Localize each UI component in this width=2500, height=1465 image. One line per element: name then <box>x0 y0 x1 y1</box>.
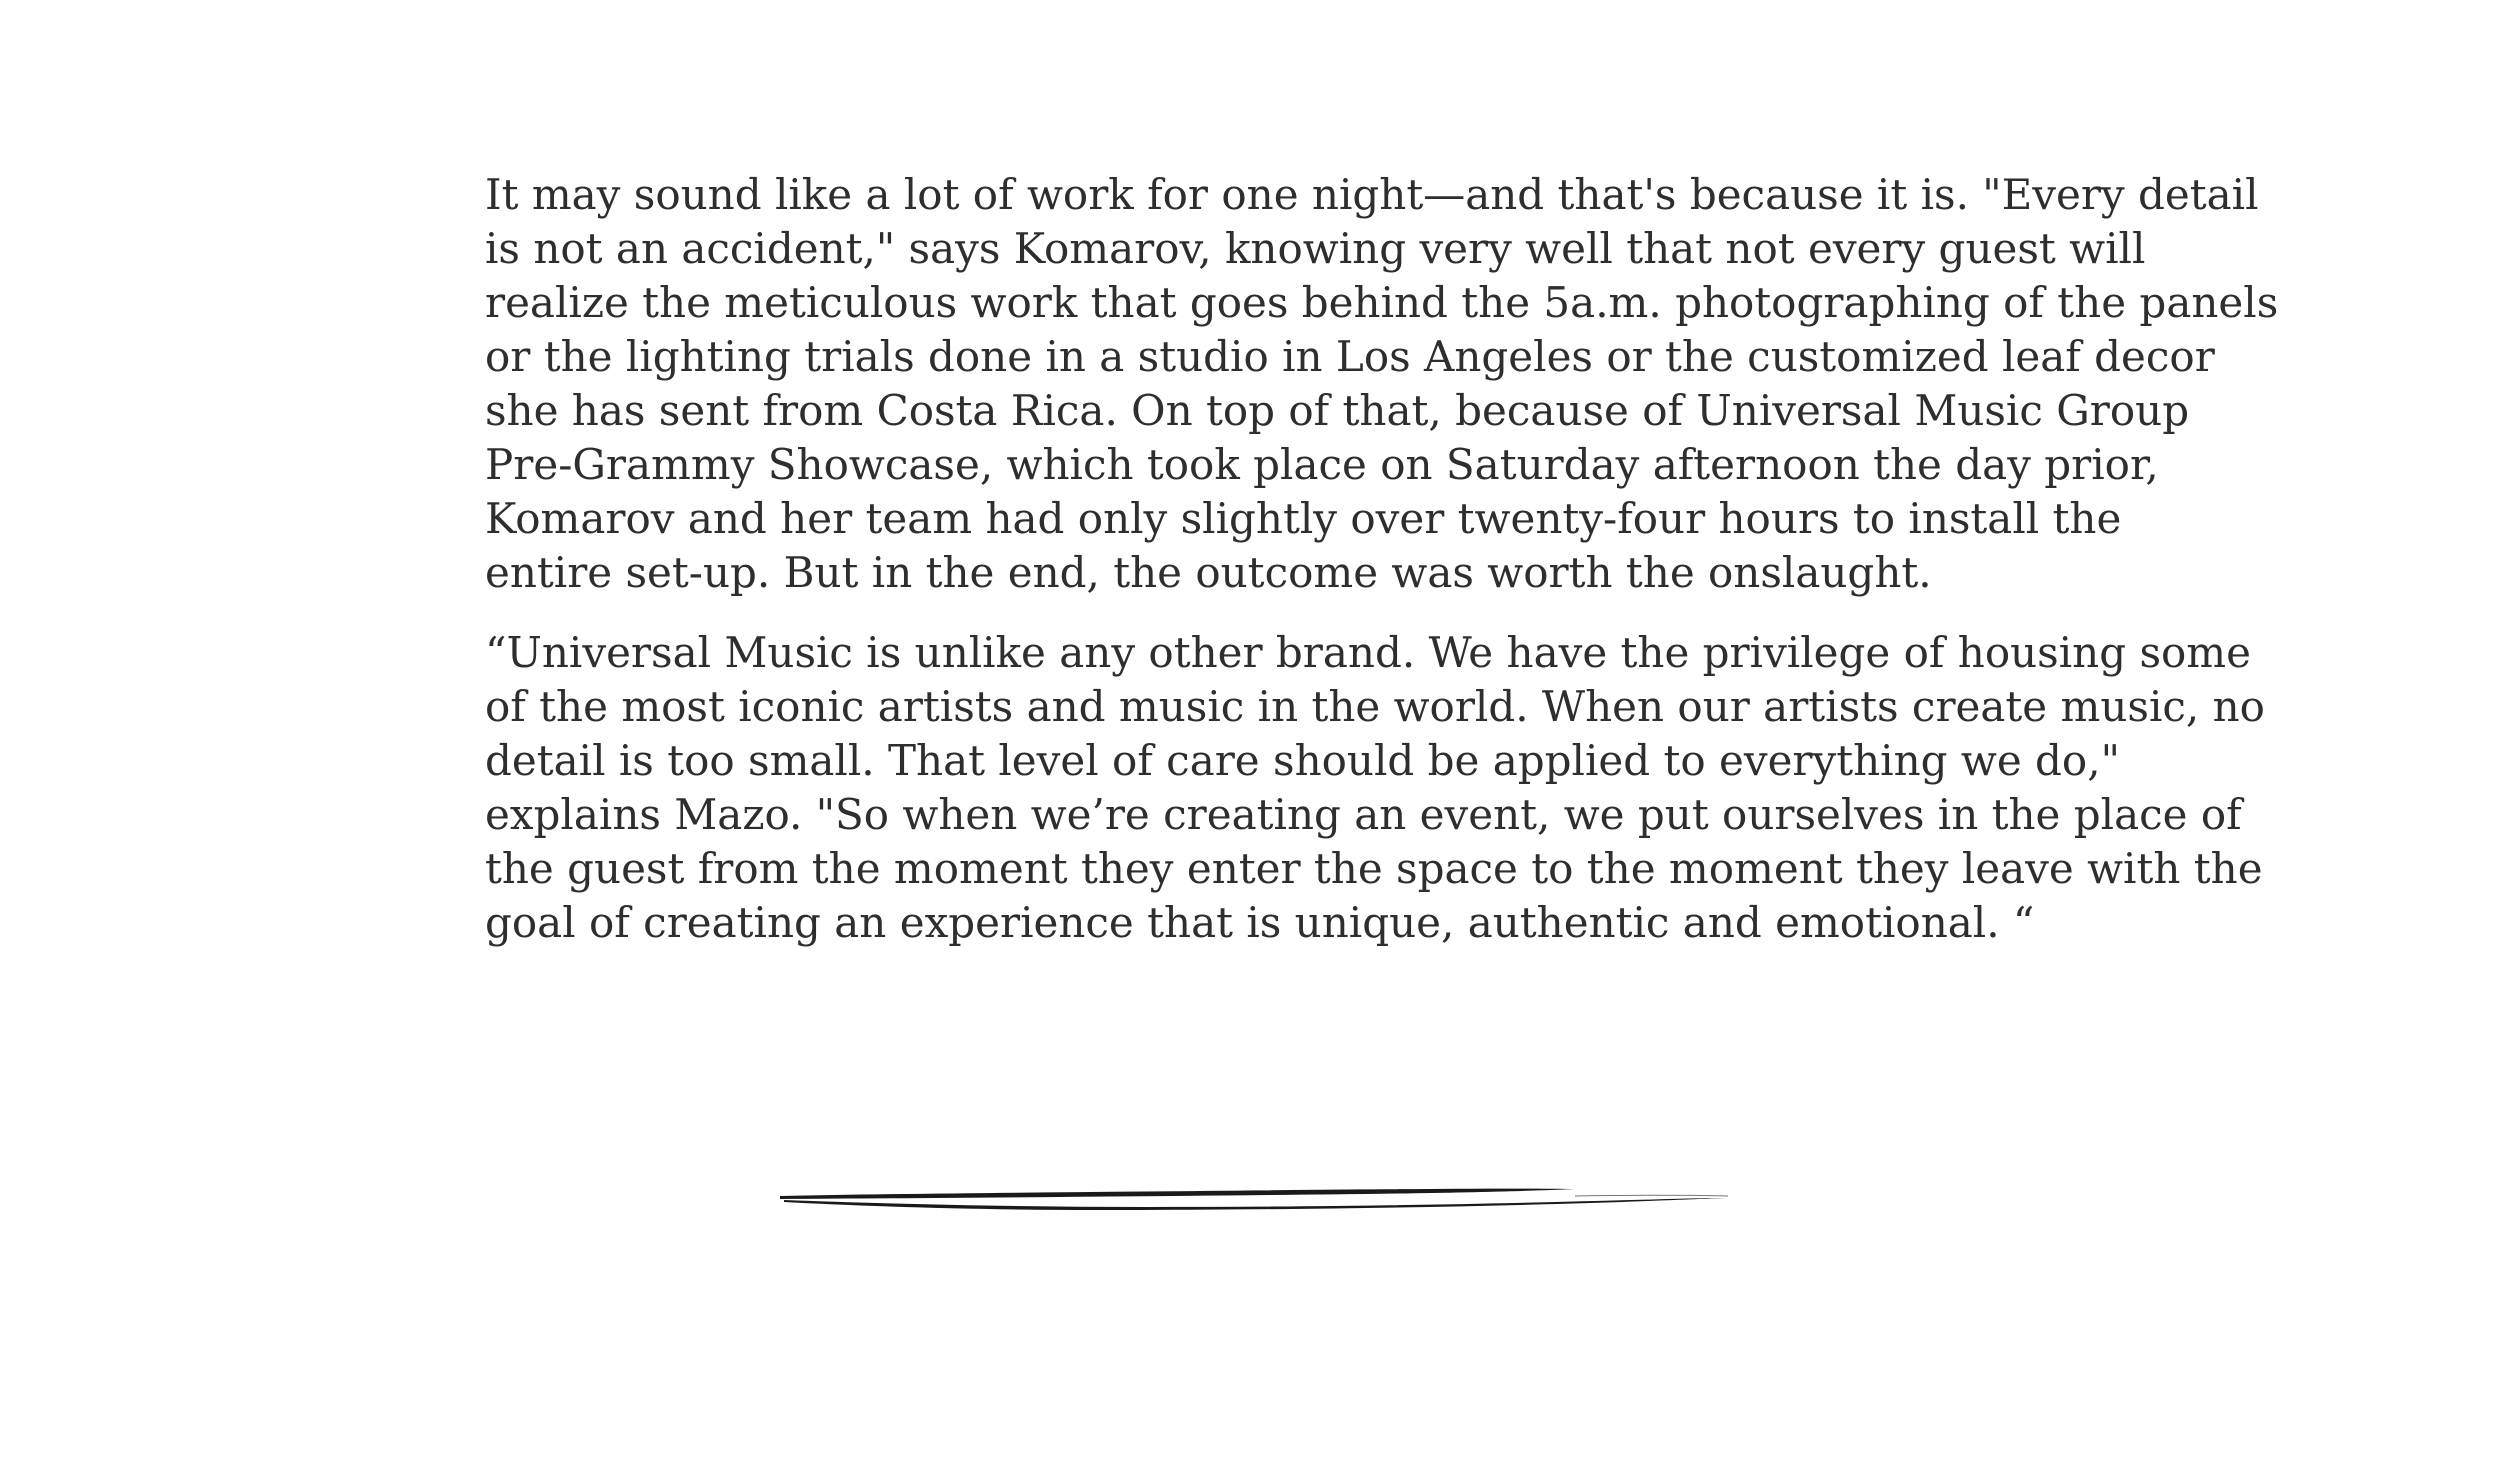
text-line: entire set-up. But in the end, the outcome was worth the onslaught. <box>485 548 1932 597</box>
brush-stroke-divider <box>770 1180 1730 1220</box>
text-line: “Universal Music is unlike any other brand. We have the privilege of housing some <box>485 628 2251 677</box>
text-line: she has sent from Costa Rica. On top of that, because of Universal Music Group <box>485 386 2190 435</box>
text-line: explains Mazo. "So when we’re creating an event, we put ourselves in the place of <box>485 790 2242 839</box>
text-line: or the lighting trials done in a studio in Los Angeles or the customized leaf decor <box>485 332 2215 381</box>
text-line: detail is too small. That level of care should be applied to everything we do," <box>485 736 2120 785</box>
text-line: goal of creating an experience that is unique, authentic and emotional. “ <box>485 898 2035 947</box>
text-line: the guest from the moment they enter the space to the moment they leave with the <box>485 844 2263 893</box>
paragraph-2 <box>485 626 2265 950</box>
text-line: realize the meticulous work that goes behind the 5a.m. photographing of the panels <box>485 278 2279 327</box>
text-line: is not an accident," says Komarov, knowing very well that not every guest will <box>485 224 2146 273</box>
paragraph-1 <box>485 168 2279 600</box>
brush-stroke-tail <box>1575 1195 1728 1196</box>
brush-stroke-upper <box>780 1189 1575 1199</box>
text-line: It may sound like a lot of work for one night—and that's because it is. "Every detail <box>485 170 2259 219</box>
text-line: of the most iconic artists and music in the world. When our artists create music, no <box>485 682 2265 731</box>
article-body <box>485 168 2279 976</box>
text-line: Komarov and her team had only slightly over twenty-four hours to install the <box>485 494 2122 543</box>
brush-stroke-lower <box>784 1198 1725 1210</box>
text-line: Pre-Grammy Showcase, which took place on Saturday afternoon the day prior, <box>485 440 2159 489</box>
